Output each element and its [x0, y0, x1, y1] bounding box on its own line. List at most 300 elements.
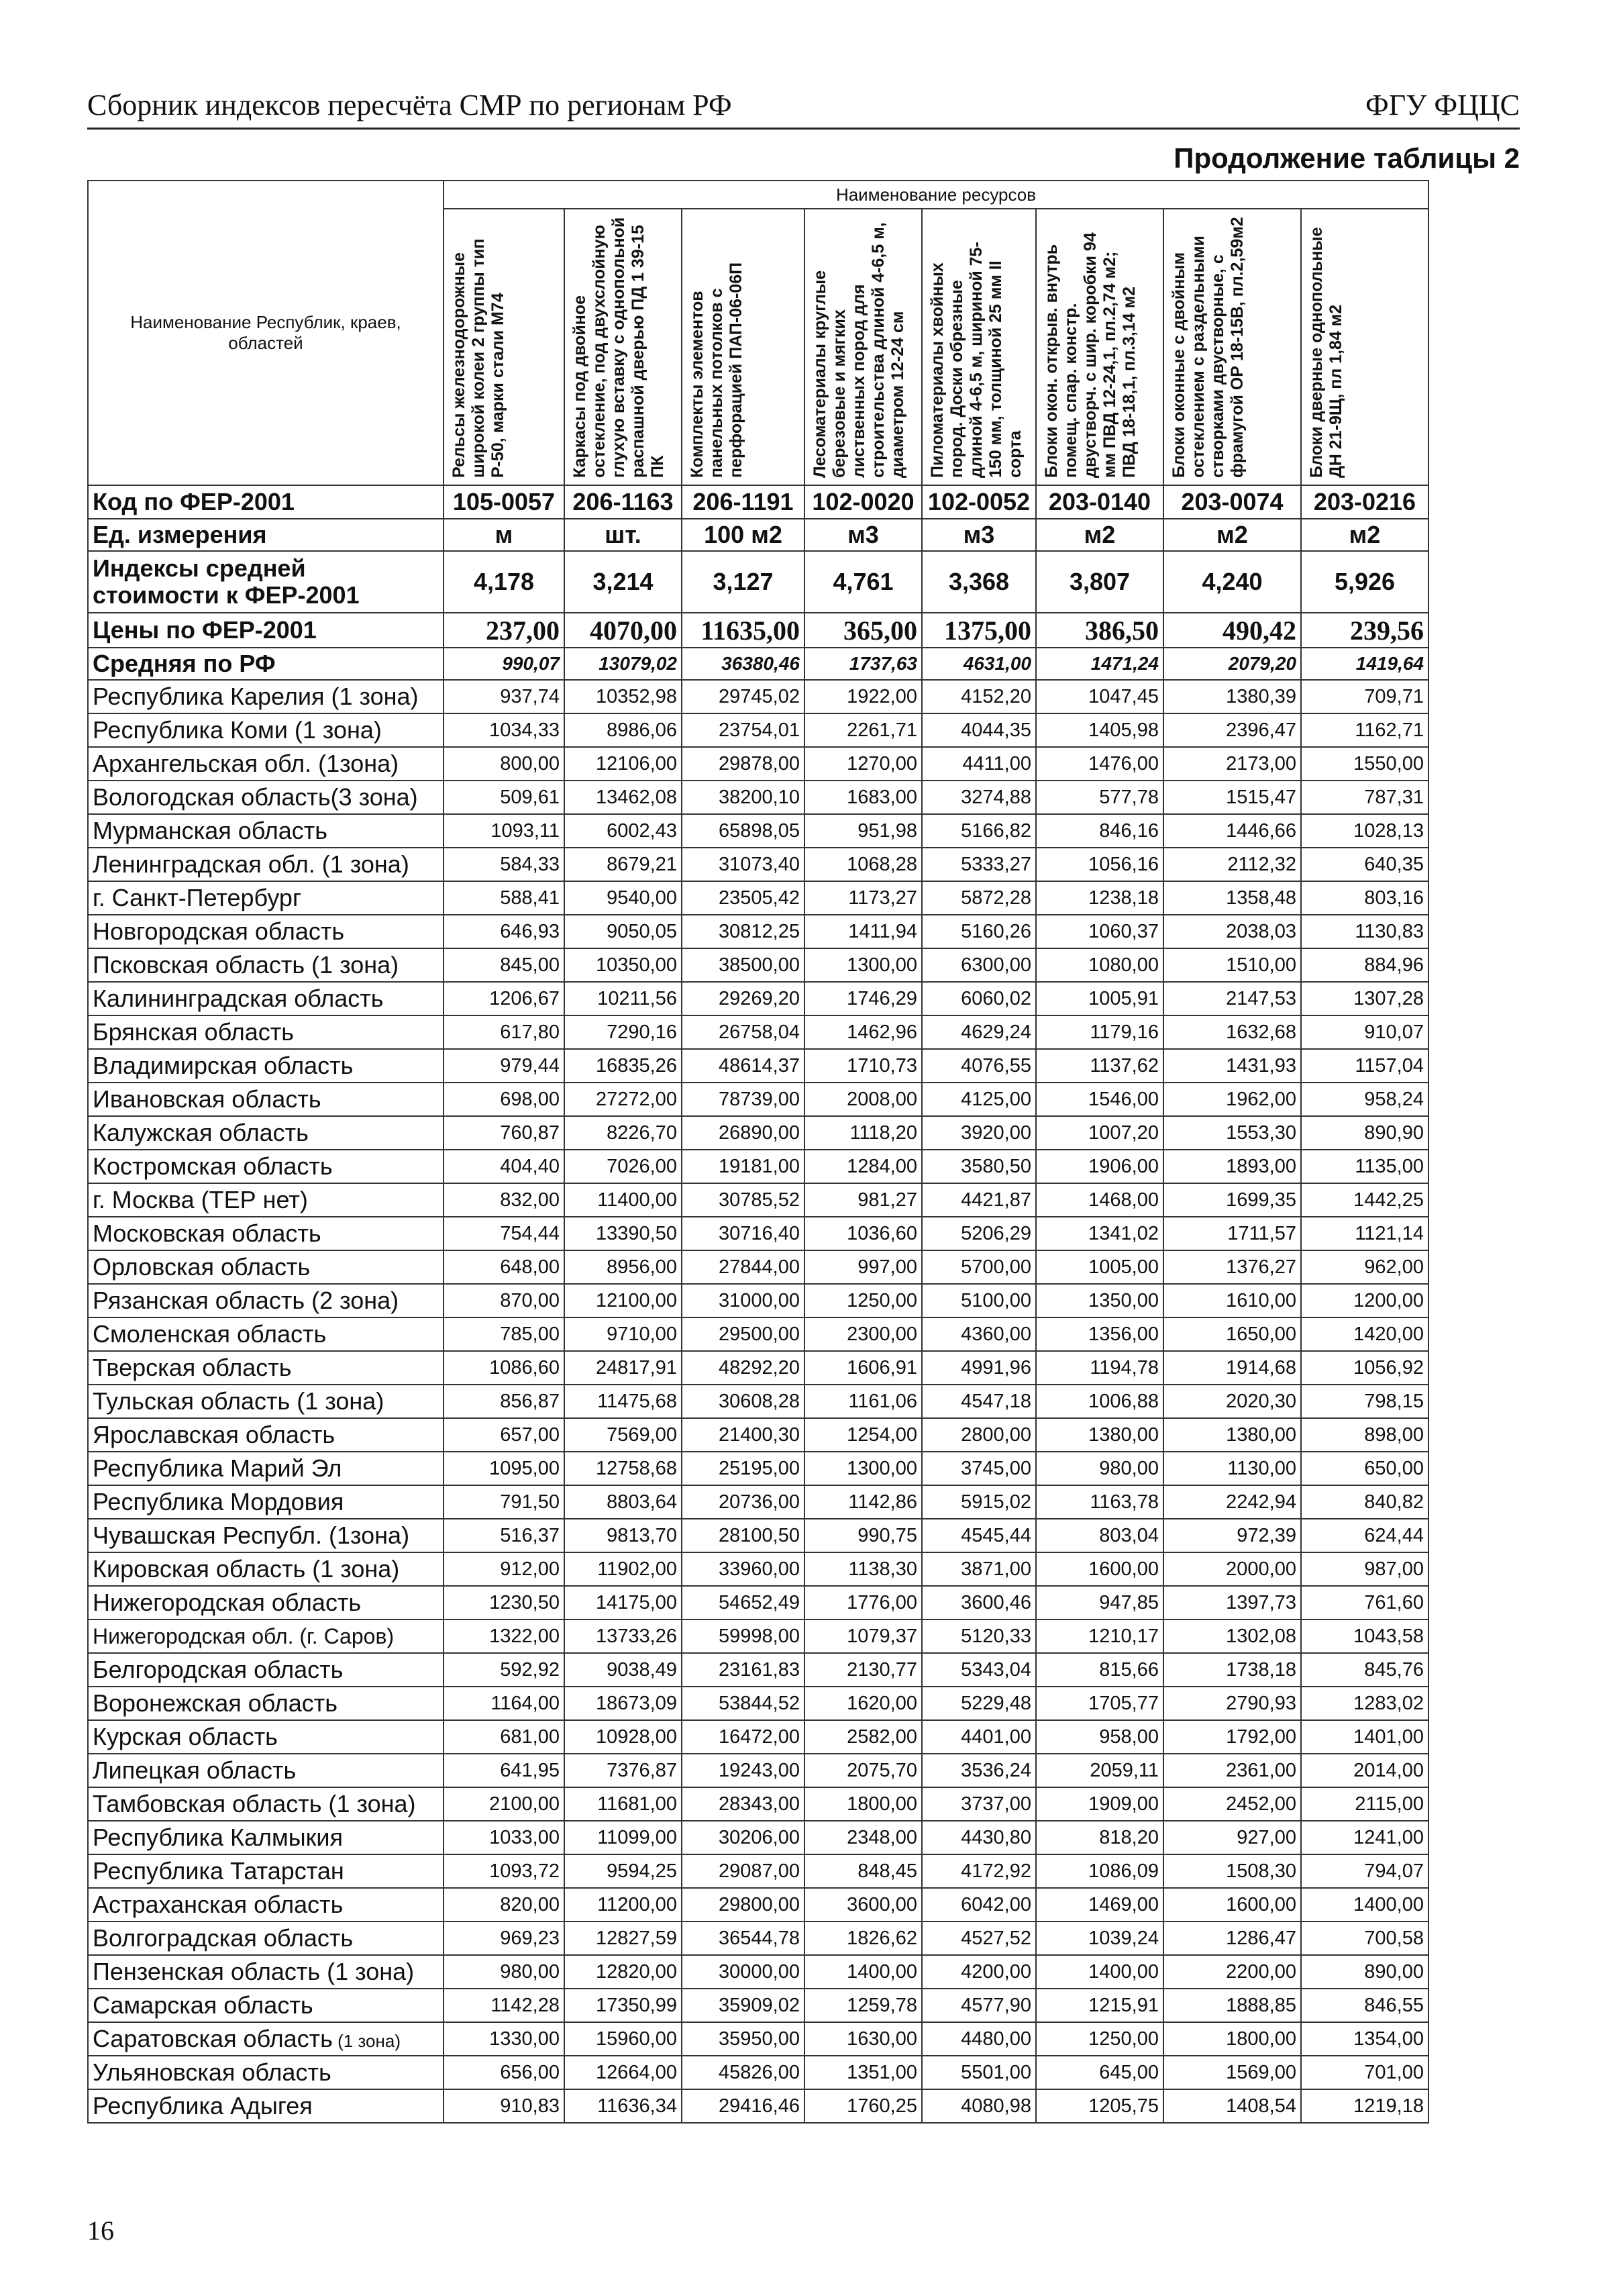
value-cell: 1300,00 [804, 1452, 922, 1485]
value-cell: 28100,50 [682, 1519, 804, 1552]
value-cell: 5343,04 [922, 1653, 1036, 1687]
value-cell: 7376,87 [564, 1754, 682, 1787]
value-cell: 951,98 [804, 814, 922, 848]
value-cell: 1056,92 [1301, 1351, 1428, 1385]
value-cell: 237,00 [444, 613, 564, 648]
region-name: Пензенская область (1 зона) [88, 1955, 444, 1989]
value-cell: 1800,00 [804, 1787, 922, 1821]
value-cell: 3580,50 [922, 1150, 1036, 1183]
table-row [88, 1955, 1428, 1989]
value-cell: 2059,11 [1036, 1754, 1163, 1787]
value-cell: 698,00 [444, 1083, 564, 1116]
value-cell: 927,00 [1163, 1821, 1301, 1854]
value-cell: 1914,68 [1163, 1351, 1301, 1385]
value-cell: 1307,28 [1301, 982, 1428, 1015]
region-name: г. Санкт-Петербург [88, 881, 444, 915]
value-cell: 25195,00 [682, 1452, 804, 1485]
value-cell: 1230,50 [444, 1586, 564, 1619]
value-cell: 3600,00 [804, 1888, 922, 1921]
region-name: Липецкая область [88, 1754, 444, 1787]
value-cell: 794,07 [1301, 1854, 1428, 1888]
region-name: Саратовская область (1 зона) [88, 2022, 444, 2056]
region-name: Республика Карелия (1 зона) [88, 680, 444, 713]
region-name: Тверская область [88, 1351, 444, 1385]
value-cell: 1250,00 [1036, 2022, 1163, 2056]
value-cell: 2112,32 [1163, 848, 1301, 881]
value-cell: 645,00 [1036, 2056, 1163, 2089]
value-cell: м [444, 519, 564, 551]
value-cell: 650,00 [1301, 1452, 1428, 1485]
value-cell: 1259,78 [804, 1989, 922, 2022]
region-name: Вологодская область(3 зона) [88, 781, 444, 814]
value-cell: 9710,00 [564, 1317, 682, 1351]
table-row [88, 1083, 1428, 1116]
table-row [88, 2056, 1428, 2089]
value-cell: 1746,29 [804, 982, 922, 1015]
value-cell: 962,00 [1301, 1250, 1428, 1284]
value-cell: 1471,24 [1036, 648, 1163, 680]
value-cell: 592,92 [444, 1653, 564, 1687]
region-name: Новгородская область [88, 915, 444, 948]
value-cell: 3745,00 [922, 1452, 1036, 1485]
value-cell: 13462,08 [564, 781, 682, 814]
region-name: Тульская область (1 зона) [88, 1385, 444, 1418]
table-row [88, 781, 1428, 814]
value-cell: 15960,00 [564, 2022, 682, 2056]
value-cell: 987,00 [1301, 1552, 1428, 1586]
value-cell: 4,240 [1163, 551, 1301, 613]
value-cell: 1738,18 [1163, 1653, 1301, 1687]
value-cell: 1550,00 [1301, 747, 1428, 781]
row-label: Код по ФЕР-2001 [88, 485, 444, 519]
value-cell: 1469,00 [1036, 1888, 1163, 1921]
region-name: Республика Адыгея [88, 2089, 444, 2123]
value-cell: 1906,00 [1036, 1150, 1163, 1183]
table-row [88, 1385, 1428, 1418]
value-cell: 12758,68 [564, 1452, 682, 1485]
value-cell: 1095,00 [444, 1452, 564, 1485]
value-cell: 1005,91 [1036, 982, 1163, 1015]
value-cell: 979,44 [444, 1049, 564, 1083]
table-row [88, 1317, 1428, 1351]
value-cell: 1683,00 [804, 781, 922, 814]
value-cell: 1380,00 [1163, 1418, 1301, 1452]
value-cell: 105-0057 [444, 485, 564, 519]
resource-column-header: Лесоматериалы круглые березовые и мягких лиственных пород для строительства длиной 4-6,5 м, диаметром 12-24 см [804, 209, 922, 485]
value-cell: 912,00 [444, 1552, 564, 1586]
value-cell: 1408,54 [1163, 2089, 1301, 2123]
table-continuation-title: Продолжение таблицы 2 [1174, 142, 1520, 174]
resource-column-header: Рельсы железнодорожные широкой колеи 2 группы тип Р-50, марки стали М74 [444, 209, 564, 485]
value-cell: 648,00 [444, 1250, 564, 1284]
value-cell: 1330,00 [444, 2022, 564, 2056]
value-cell: 203-0140 [1036, 485, 1163, 519]
value-cell: 29087,00 [682, 1854, 804, 1888]
value-cell: 65898,05 [682, 814, 804, 848]
value-cell: 791,50 [444, 1485, 564, 1519]
value-cell: 1238,18 [1036, 881, 1163, 915]
price-row [88, 613, 1428, 648]
value-cell: 1419,64 [1301, 648, 1428, 680]
value-cell: 990,07 [444, 648, 564, 680]
value-cell: 490,42 [1163, 613, 1301, 648]
value-cell: 1215,91 [1036, 1989, 1163, 2022]
value-cell: 4152,20 [922, 680, 1036, 713]
value-cell: 1606,91 [804, 1351, 922, 1385]
value-cell: 27272,00 [564, 1083, 682, 1116]
value-cell: 4577,90 [922, 1989, 1036, 2022]
value-cell: 29269,20 [682, 982, 804, 1015]
value-cell: 803,16 [1301, 881, 1428, 915]
table-row [88, 1015, 1428, 1049]
region-name: Республика Марий Эл [88, 1452, 444, 1485]
value-cell: 4421,87 [922, 1183, 1036, 1217]
region-name: Воронежская область [88, 1687, 444, 1720]
value-cell: 1515,47 [1163, 781, 1301, 814]
header-org: ФГУ ФЦЦС [1365, 89, 1520, 121]
value-cell: 870,00 [444, 1284, 564, 1317]
value-cell: 2582,00 [804, 1720, 922, 1754]
value-cell: 2300,00 [804, 1317, 922, 1351]
value-cell: 1630,00 [804, 2022, 922, 2056]
value-cell: 516,37 [444, 1519, 564, 1552]
region-name: Республика Татарстан [88, 1854, 444, 1888]
value-cell: 1138,30 [804, 1552, 922, 1586]
value-cell: 1250,00 [804, 1284, 922, 1317]
value-cell: 1241,00 [1301, 1821, 1428, 1854]
region-name: г. Москва (ТЕР нет) [88, 1183, 444, 1217]
value-cell: 3536,24 [922, 1754, 1036, 1787]
value-cell: 10928,00 [564, 1720, 682, 1754]
region-name: Нижегородская область [88, 1586, 444, 1619]
value-cell: м2 [1036, 519, 1163, 551]
value-cell: 11099,00 [564, 1821, 682, 1854]
value-cell: 1710,73 [804, 1049, 922, 1083]
value-cell: 1405,98 [1036, 713, 1163, 747]
table-row [88, 1049, 1428, 1083]
value-cell: 12106,00 [564, 747, 682, 781]
value-cell: 386,50 [1036, 613, 1163, 648]
region-name: Орловская область [88, 1250, 444, 1284]
table-row [88, 1821, 1428, 1854]
value-cell: 980,00 [444, 1955, 564, 1989]
region-name: Нижегородская обл. (г. Саров) [88, 1619, 444, 1653]
value-cell: 29800,00 [682, 1888, 804, 1921]
table-row [88, 1452, 1428, 1485]
table-row [88, 1921, 1428, 1955]
value-cell: 990,75 [804, 1519, 922, 1552]
value-cell: 1322,00 [444, 1619, 564, 1653]
value-cell: 958,00 [1036, 1720, 1163, 1754]
value-cell: 30785,52 [682, 1183, 804, 1217]
value-cell: м3 [922, 519, 1036, 551]
value-cell: 11400,00 [564, 1183, 682, 1217]
value-cell: 45826,00 [682, 2056, 804, 2089]
value-cell: 1553,30 [1163, 1116, 1301, 1150]
page-number: 16 [87, 2215, 114, 2246]
value-cell: 16472,00 [682, 1720, 804, 1754]
value-cell: 584,33 [444, 848, 564, 881]
value-cell: 5333,27 [922, 848, 1036, 881]
region-name: Рязанская область (2 зона) [88, 1284, 444, 1317]
value-cell: 2790,93 [1163, 1687, 1301, 1720]
value-cell: 5915,02 [922, 1485, 1036, 1519]
value-cell: 26890,00 [682, 1116, 804, 1150]
value-cell: 1546,00 [1036, 1083, 1163, 1116]
value-cell: 1157,04 [1301, 1049, 1428, 1083]
value-cell: 1283,02 [1301, 1687, 1428, 1720]
table-row [88, 1586, 1428, 1619]
value-cell: 2173,00 [1163, 747, 1301, 781]
value-cell: 1508,30 [1163, 1854, 1301, 1888]
table-row [88, 1552, 1428, 1586]
header-title: Сборник индексов пересчёта СМР по регионам РФ [87, 89, 732, 121]
value-cell: 2800,00 [922, 1418, 1036, 1452]
region-name: Смоленская область [88, 1317, 444, 1351]
value-cell: 1376,27 [1163, 1250, 1301, 1284]
value-cell: 18673,09 [564, 1687, 682, 1720]
value-cell: 1068,28 [804, 848, 922, 881]
value-cell: 1142,28 [444, 1989, 564, 2022]
region-name-header: Наименование Республик, краев, областей [88, 181, 444, 485]
value-cell: м2 [1301, 519, 1428, 551]
value-cell: 2396,47 [1163, 713, 1301, 747]
value-cell: 4125,00 [922, 1083, 1036, 1116]
value-cell: шт. [564, 519, 682, 551]
value-cell: 1610,00 [1163, 1284, 1301, 1317]
value-cell: 4200,00 [922, 1955, 1036, 1989]
value-cell: 3274,88 [922, 781, 1036, 814]
value-cell: 8956,00 [564, 1250, 682, 1284]
value-cell: 1005,00 [1036, 1250, 1163, 1284]
value-cell: 21400,30 [682, 1418, 804, 1452]
value-cell: 14175,00 [564, 1586, 682, 1619]
value-cell: 36544,78 [682, 1921, 804, 1955]
value-cell: 4076,55 [922, 1049, 1036, 1083]
value-cell: 1137,62 [1036, 1049, 1163, 1083]
table-row [88, 1653, 1428, 1687]
value-cell: 1462,96 [804, 1015, 922, 1049]
value-cell: 10352,98 [564, 680, 682, 713]
value-cell: 13390,50 [564, 1217, 682, 1250]
value-cell: 2130,77 [804, 1653, 922, 1687]
row-label: Цены по ФЕР-2001 [88, 613, 444, 648]
value-cell: 617,80 [444, 1015, 564, 1049]
regional-price-table [87, 180, 1429, 2124]
value-cell: 13079,02 [564, 648, 682, 680]
value-cell: 1705,77 [1036, 1687, 1163, 1720]
value-cell: 5229,48 [922, 1687, 1036, 1720]
value-cell: 4480,00 [922, 2022, 1036, 2056]
value-cell: 19181,00 [682, 1150, 804, 1183]
value-cell: 3600,46 [922, 1586, 1036, 1619]
resource-column-header: Блоки оконные с двойным остеклением с раздельными створками двустворные, с фрамугой ОР 18-15В, пл.2,59м2 [1163, 209, 1301, 485]
table-row [88, 2022, 1428, 2056]
value-cell: 1130,00 [1163, 1452, 1301, 1485]
value-cell: 785,00 [444, 1317, 564, 1351]
value-cell: 1206,67 [444, 982, 564, 1015]
value-cell: 4172,92 [922, 1854, 1036, 1888]
value-cell: 700,58 [1301, 1921, 1428, 1955]
value-cell: 4,761 [804, 551, 922, 613]
value-cell: 1760,25 [804, 2089, 922, 2123]
value-cell: 12664,00 [564, 2056, 682, 2089]
value-cell: 4527,52 [922, 1921, 1036, 1955]
resource-column-header: Блоки окон. открыв. внутрь помещ. спар. констр. двустворч. с шир. коробки 94 мм ПВД 12-24,1, пл.2,74 м2; ПВД 18-18,1, пл.3,14 м2 [1036, 209, 1163, 485]
value-cell: 11902,00 [564, 1552, 682, 1586]
region-name: Республика Калмыкия [88, 1821, 444, 1854]
value-cell: 102-0052 [922, 485, 1036, 519]
value-cell: 35950,00 [682, 2022, 804, 2056]
value-cell: 3,807 [1036, 551, 1163, 613]
value-cell: 23505,42 [682, 881, 804, 915]
value-cell: 48614,37 [682, 1049, 804, 1083]
value-cell: 3737,00 [922, 1787, 1036, 1821]
region-name: Архангельская обл. (1зона) [88, 747, 444, 781]
value-cell: 3,368 [922, 551, 1036, 613]
value-cell: 38200,10 [682, 781, 804, 814]
value-cell: 8803,64 [564, 1485, 682, 1519]
value-cell: 206-1191 [682, 485, 804, 519]
value-cell: 4401,00 [922, 1720, 1036, 1754]
table-row [88, 1351, 1428, 1385]
table-row [88, 1418, 1428, 1452]
value-cell: 709,71 [1301, 680, 1428, 713]
value-cell: 5100,00 [922, 1284, 1036, 1317]
table-row [88, 881, 1428, 915]
value-cell: 24817,91 [564, 1351, 682, 1385]
value-cell: 760,87 [444, 1116, 564, 1150]
value-cell: 577,78 [1036, 781, 1163, 814]
value-cell: 1909,00 [1036, 1787, 1163, 1821]
value-cell: 947,85 [1036, 1586, 1163, 1619]
value-cell: 1922,00 [804, 680, 922, 713]
value-cell: 1569,00 [1163, 2056, 1301, 2089]
value-cell: 12820,00 [564, 1955, 682, 1989]
table-row [88, 814, 1428, 848]
value-cell: 1401,00 [1301, 1720, 1428, 1754]
table-row [88, 1150, 1428, 1183]
value-cell: 12827,59 [564, 1921, 682, 1955]
average-row [88, 648, 1428, 680]
value-cell: 1034,33 [444, 713, 564, 747]
value-cell: 1476,00 [1036, 747, 1163, 781]
value-cell: 1650,00 [1163, 1317, 1301, 1351]
value-cell: 404,40 [444, 1150, 564, 1183]
value-cell: 641,95 [444, 1754, 564, 1787]
value-cell: 6002,43 [564, 814, 682, 848]
table-row [88, 1284, 1428, 1317]
value-cell: 890,00 [1301, 1955, 1428, 1989]
value-cell: 937,74 [444, 680, 564, 713]
value-cell: 840,82 [1301, 1485, 1428, 1519]
value-cell: 910,07 [1301, 1015, 1428, 1049]
region-name: Белгородская область [88, 1653, 444, 1687]
value-cell: 102-0020 [804, 485, 922, 519]
table-row [88, 1720, 1428, 1754]
value-cell: 1006,88 [1036, 1385, 1163, 1418]
table-row [88, 1485, 1428, 1519]
table-row [88, 680, 1428, 713]
row-label: Индексы средней стоимости к ФЕР-2001 [88, 551, 444, 613]
value-cell: 29878,00 [682, 747, 804, 781]
value-cell: 624,44 [1301, 1519, 1428, 1552]
value-cell: 10211,56 [564, 982, 682, 1015]
value-cell: 2000,00 [1163, 1552, 1301, 1586]
value-cell: 1442,25 [1301, 1183, 1428, 1217]
value-cell: 12100,00 [564, 1284, 682, 1317]
region-name: Тамбовская область (1 зона) [88, 1787, 444, 1821]
value-cell: 2100,00 [444, 1787, 564, 1821]
value-cell: 30716,40 [682, 1217, 804, 1250]
value-cell: 5166,82 [922, 814, 1036, 848]
value-cell: 890,90 [1301, 1116, 1428, 1150]
table-row [88, 1217, 1428, 1250]
value-cell: 3,127 [682, 551, 804, 613]
region-name: Ивановская область [88, 1083, 444, 1116]
region-name: Мурманская область [88, 814, 444, 848]
value-cell: 4547,18 [922, 1385, 1036, 1418]
value-cell: 1826,62 [804, 1921, 922, 1955]
table-row [88, 1989, 1428, 2022]
value-cell: 1411,94 [804, 915, 922, 948]
value-cell: 1341,02 [1036, 1217, 1163, 1250]
value-cell: 2452,00 [1163, 1787, 1301, 1821]
value-cell: 1079,37 [804, 1619, 922, 1653]
value-cell: 6042,00 [922, 1888, 1036, 1921]
value-cell: 4044,35 [922, 713, 1036, 747]
value-cell: 846,55 [1301, 1989, 1428, 2022]
value-cell: 1699,35 [1163, 1183, 1301, 1217]
value-cell: 100 м2 [682, 519, 804, 551]
value-cell: 38500,00 [682, 948, 804, 982]
value-cell: 35909,02 [682, 1989, 804, 2022]
value-cell: 1142,86 [804, 1485, 922, 1519]
value-cell: 1400,00 [804, 1955, 922, 1989]
value-cell: 884,96 [1301, 948, 1428, 982]
value-cell: 5700,00 [922, 1250, 1036, 1284]
value-cell: 10350,00 [564, 948, 682, 982]
value-cell: 1007,20 [1036, 1116, 1163, 1150]
value-cell: 4070,00 [564, 613, 682, 648]
value-cell: 1962,00 [1163, 1083, 1301, 1116]
value-cell: 29500,00 [682, 1317, 804, 1351]
region-name: Псковская область (1 зона) [88, 948, 444, 982]
value-cell: 5872,28 [922, 881, 1036, 915]
value-cell: 1118,20 [804, 1116, 922, 1150]
region-name: Ленинградская обл. (1 зона) [88, 848, 444, 881]
value-cell: 681,00 [444, 1720, 564, 1754]
value-cell: 11636,34 [564, 2089, 682, 2123]
value-cell: 657,00 [444, 1418, 564, 1452]
region-name: Костромская область [88, 1150, 444, 1183]
value-cell: 27844,00 [682, 1250, 804, 1284]
value-cell: 9594,25 [564, 1854, 682, 1888]
region-name: Владимирская область [88, 1049, 444, 1083]
value-cell: 4080,98 [922, 2089, 1036, 2123]
value-cell: 1086,60 [444, 1351, 564, 1385]
value-cell: 1161,06 [804, 1385, 922, 1418]
value-cell: 3920,00 [922, 1116, 1036, 1150]
value-cell: 1600,00 [1036, 1552, 1163, 1586]
value-cell: 856,87 [444, 1385, 564, 1418]
value-cell: 78739,00 [682, 1083, 804, 1116]
value-cell: 2115,00 [1301, 1787, 1428, 1821]
value-cell: 1350,00 [1036, 1284, 1163, 1317]
value-cell: 23161,83 [682, 1653, 804, 1687]
value-cell: 9813,70 [564, 1519, 682, 1552]
value-cell: 646,93 [444, 915, 564, 948]
